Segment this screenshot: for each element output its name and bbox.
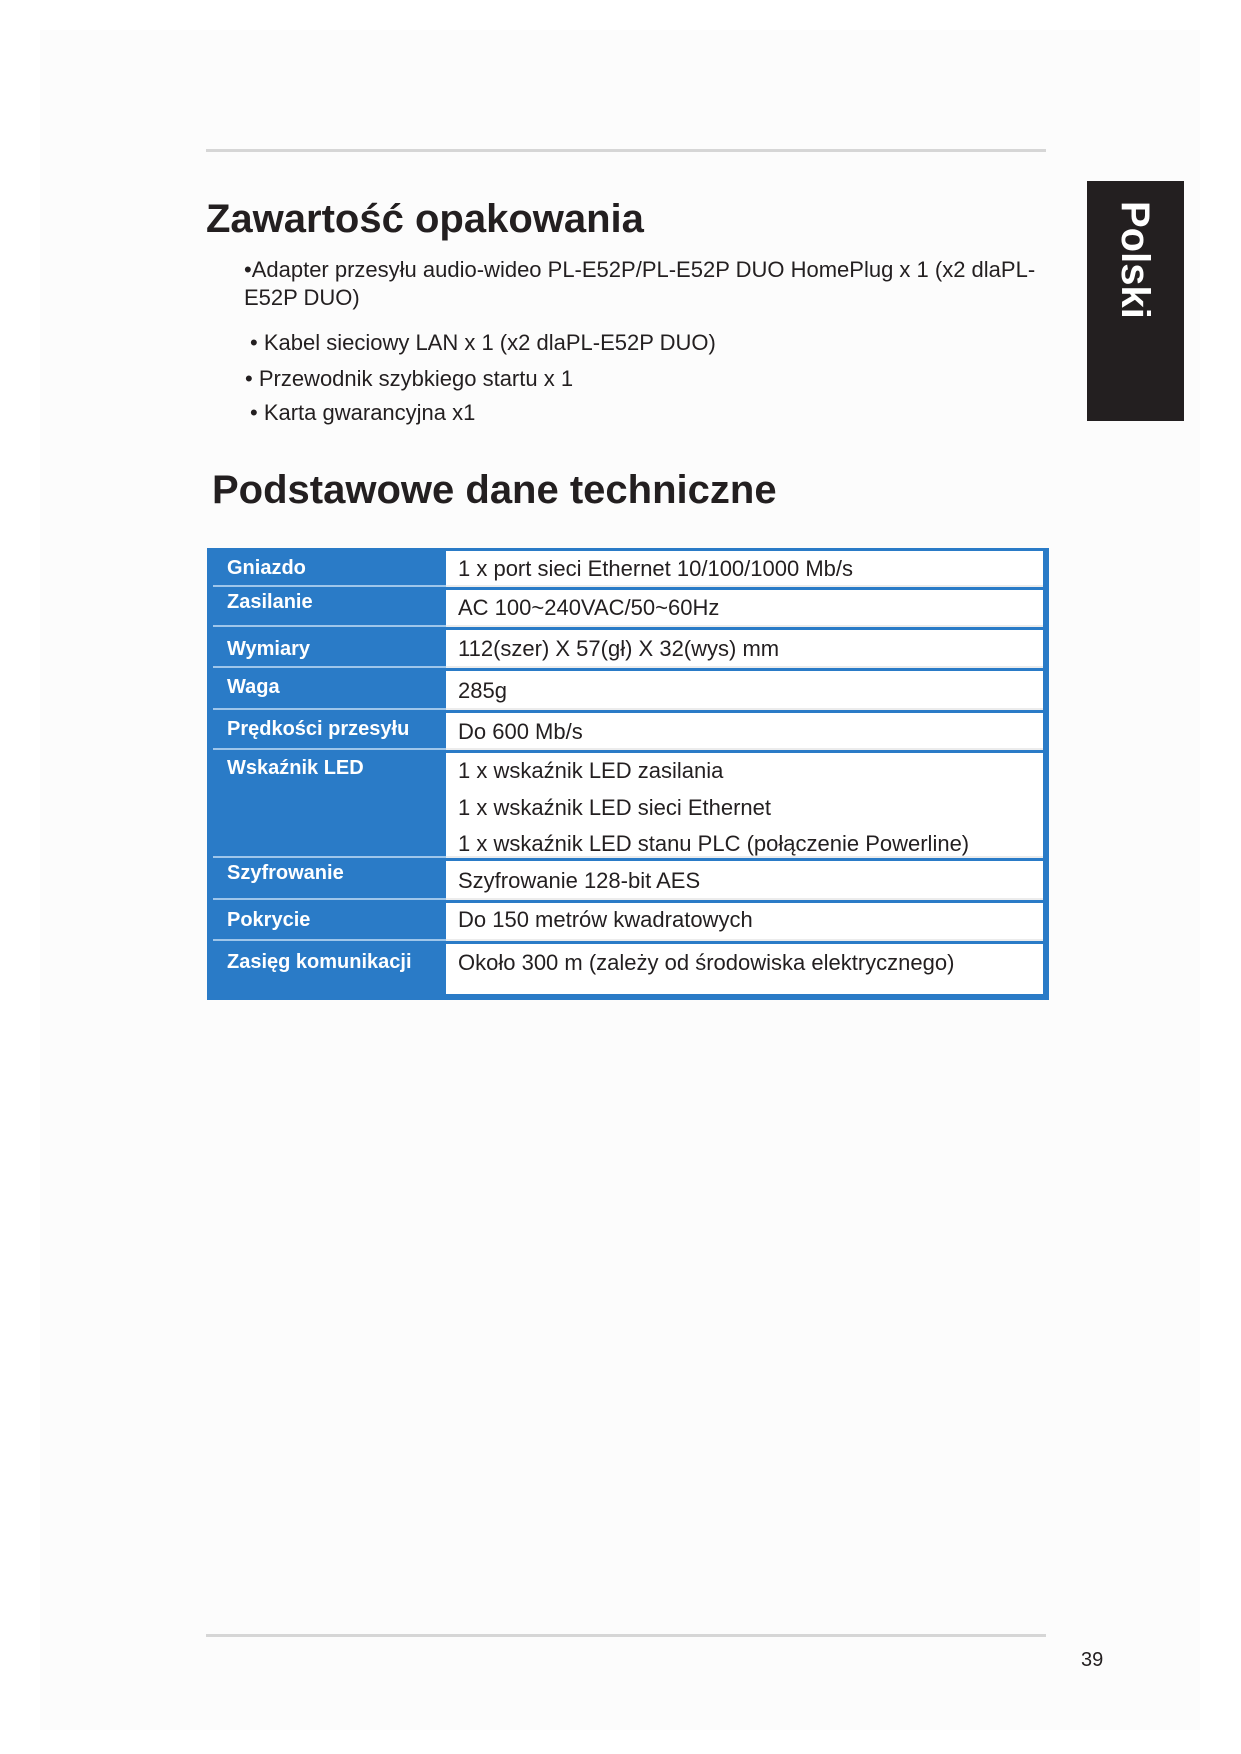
spec-value-cell — [446, 551, 1043, 587]
spec-row-dimensions — [207, 627, 1049, 668]
spec-value-cell — [446, 590, 1043, 627]
spec-row-coverage — [207, 900, 1049, 941]
spec-label-cell — [213, 587, 450, 627]
spec-value: 285g — [458, 678, 507, 703]
spec-value: Około 300 m (zależy od środowiska elektrycznego) — [458, 950, 955, 975]
spec-label: Zasilanie — [227, 591, 313, 613]
package-contents-title: Zawartość opakowania — [206, 197, 644, 241]
spec-label: Prędkości przesyłu — [227, 718, 410, 740]
spec-value-cell — [446, 944, 1043, 994]
spec-label: Zasięg komunikacji — [227, 951, 412, 973]
language-tab-label: Polski — [1113, 201, 1157, 319]
spec-value-line: 1 x wskaźnik LED stanu PLC (połączenie Powerline) — [458, 831, 970, 856]
package-item-adapter: •Adapter przesyłu audio-wideo PL-E52P/PL-E52P DUO HomePlug x 1 (x2 dlaPL-E52P DUO) — [244, 257, 1036, 310]
bottom-divider — [206, 1634, 1046, 1637]
spec-label: Pokrycie — [227, 909, 311, 931]
package-item-quick-start-guide: • Przewodnik szybkiego startu x 1 — [245, 366, 574, 391]
specifications-table — [207, 548, 1049, 1000]
spec-value-cell — [446, 713, 1043, 750]
spec-row-weight — [207, 668, 1049, 710]
spec-value-line: 1 x wskaźnik LED zasilania — [458, 758, 724, 783]
spec-row-range — [207, 941, 1049, 1000]
spec-value: Do 150 metrów kwadratowych — [458, 907, 753, 932]
spec-label-cell — [213, 900, 450, 941]
package-item-lan-cable: • Kabel sieciowy LAN x 1 (x2 dlaPL-E52P DUO) — [250, 330, 716, 355]
spec-label: Waga — [227, 676, 280, 698]
spec-value-cell — [446, 630, 1043, 668]
spec-value-line: 1 x wskaźnik LED sieci Ethernet — [458, 795, 772, 820]
spec-value-cell — [446, 861, 1043, 900]
spec-label: Wymiary — [227, 638, 311, 660]
package-item-warranty-card: • Karta gwarancyjna x1 — [250, 400, 476, 425]
spec-label: Wskaźnik LED — [227, 757, 364, 779]
language-tab — [1087, 181, 1184, 421]
spec-label-cell — [213, 627, 450, 668]
spec-value: 1 x port sieci Ethernet 10/100/1000 Mb/s — [458, 556, 854, 581]
spec-row-transfer-speed — [207, 710, 1049, 750]
spec-label: Gniazdo — [227, 557, 306, 579]
spec-label-cell — [213, 941, 450, 994]
spec-value-cell — [446, 753, 1043, 858]
spec-row-port — [207, 548, 1049, 587]
spec-label-cell — [213, 548, 450, 587]
spec-value-cell — [446, 903, 1043, 941]
spec-label-cell — [213, 710, 450, 750]
spec-row-led — [207, 750, 1049, 858]
spec-value: 112(szer) X 57(gł) X 32(wys) mm — [458, 636, 780, 661]
spec-label: Szyfrowanie — [227, 862, 344, 884]
spec-label-cell — [213, 668, 450, 710]
spec-value-cell — [446, 671, 1043, 710]
spec-value: Do 600 Mb/s — [458, 719, 583, 744]
spec-row-power — [207, 587, 1049, 627]
top-divider — [206, 149, 1046, 152]
specifications-title: Podstawowe dane techniczne — [212, 468, 777, 512]
spec-value: Szyfrowanie 128-bit AES — [458, 868, 701, 893]
spec-row-encryption — [207, 858, 1049, 900]
page-number: 39 — [1081, 1649, 1104, 1671]
spec-value: AC 100~240VAC/50~60Hz — [458, 595, 720, 620]
spec-label-cell — [213, 750, 450, 858]
spec-label-cell — [213, 858, 450, 900]
